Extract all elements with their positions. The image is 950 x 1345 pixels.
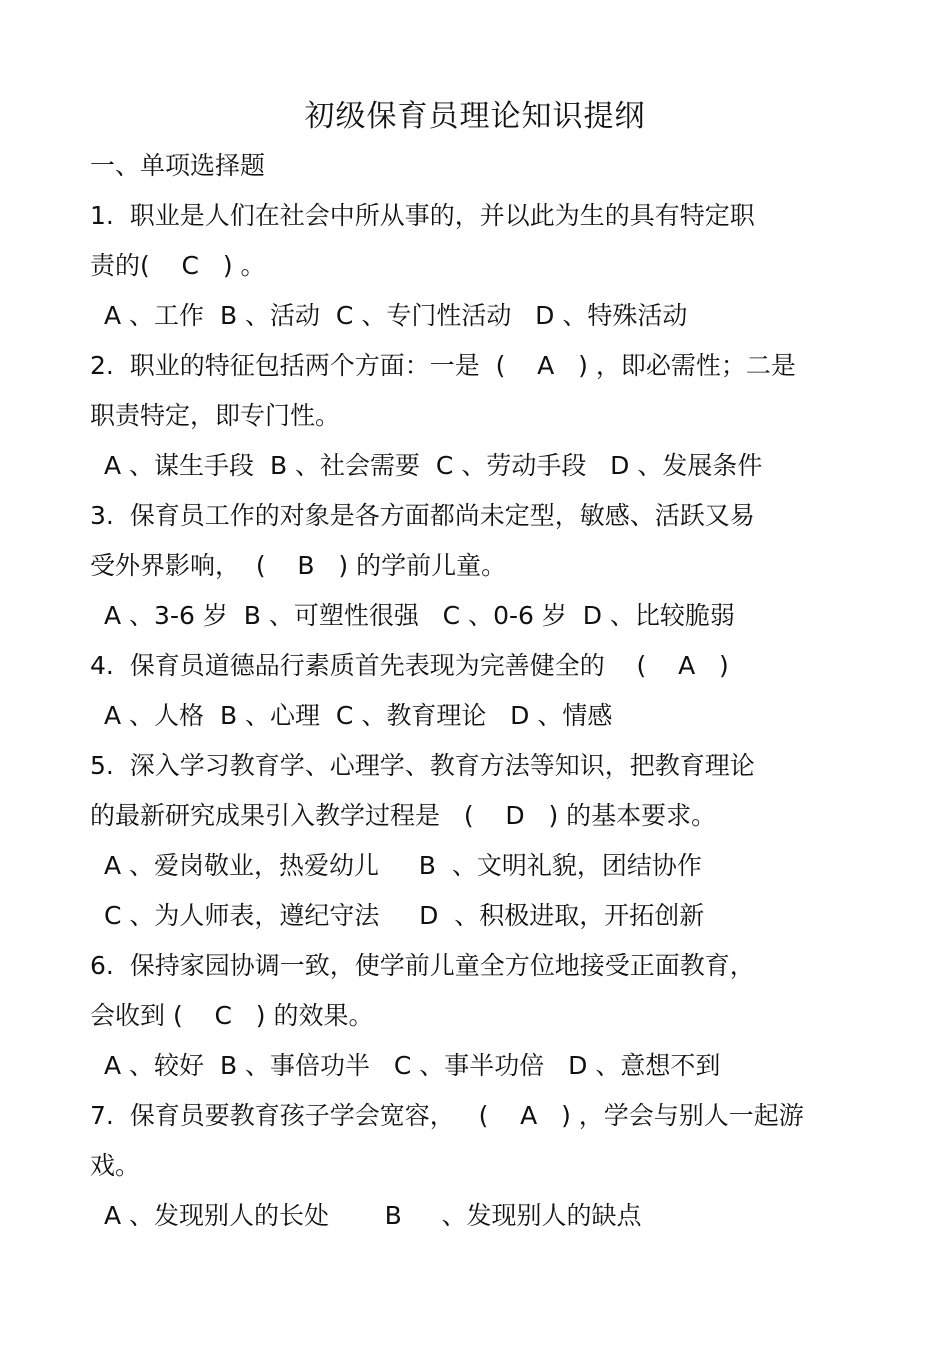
section-heading: 一、单项选择题 <box>90 151 266 180</box>
question-3-line-2: 受外界影响， ( B ) 的学前儿童。 <box>90 551 507 580</box>
document-title: 初级保育员理论知识提纲 <box>304 99 646 134</box>
question-1-line-2: 责的( C ) 。 <box>90 251 266 280</box>
question-3-line-1: 3. 保育员工作的对象是各方面都尚未定型，敏感、活跃又易 <box>90 501 755 530</box>
question-3-options: A 、3-6 岁 B 、可塑性很强 C 、0-6 岁 D 、比较脆弱 <box>104 601 735 630</box>
question-4-line-1: 4. 保育员道德品行素质首先表现为完善健全的 ( A ) <box>90 651 729 680</box>
question-7-line-1: 7. 保育员要教育孩子学会宽容， ( A ) ，学会与别人一起游 <box>90 1101 804 1130</box>
question-2-line-2: 职责特定，即专门性。 <box>90 401 341 430</box>
question-1-options: A 、工作 B 、活动 C 、专门性活动 D 、特殊活动 <box>104 301 688 330</box>
question-4-options: A 、人格 B 、心理 C 、教育理论 D 、情感 <box>104 701 613 730</box>
question-5-options-cd: C 、为人师表，遵纪守法 D 、积极进取，开拓创新 <box>104 901 705 930</box>
question-7-options: A 、发现别人的长处 B 、发现别人的缺点 <box>104 1201 642 1230</box>
question-1-line-1: 1. 职业是人们在社会中所从事的，并以此为生的具有特定职 <box>90 201 755 230</box>
question-6-options: A 、较好 B 、事倍功半 C 、事半功倍 D 、意想不到 <box>104 1051 721 1080</box>
question-5-options-ab: A 、爱岗敬业，热爱幼儿 B 、文明礼貌，团结协作 <box>104 851 702 880</box>
question-2-line-1: 2. 职业的特征包括两个方面：一是 ( A ) ，即必需性；二是 <box>90 351 796 380</box>
question-5-line-2: 的最新研究成果引入教学过程是 ( D ) 的基本要求。 <box>90 801 717 830</box>
question-6-line-1: 6. 保持家园协调一致，使学前儿童全方位地接受正面教育， <box>90 951 755 980</box>
question-2-options: A 、谋生手段 B 、社会需要 C 、劳动手段 D 、发展条件 <box>104 451 763 480</box>
question-6-line-2: 会收到 ( C ) 的效果。 <box>90 1001 374 1030</box>
question-7-line-2: 戏。 <box>90 1151 141 1180</box>
question-5-line-1: 5. 深入学习教育学、心理学、教育方法等知识，把教育理论 <box>90 751 755 780</box>
